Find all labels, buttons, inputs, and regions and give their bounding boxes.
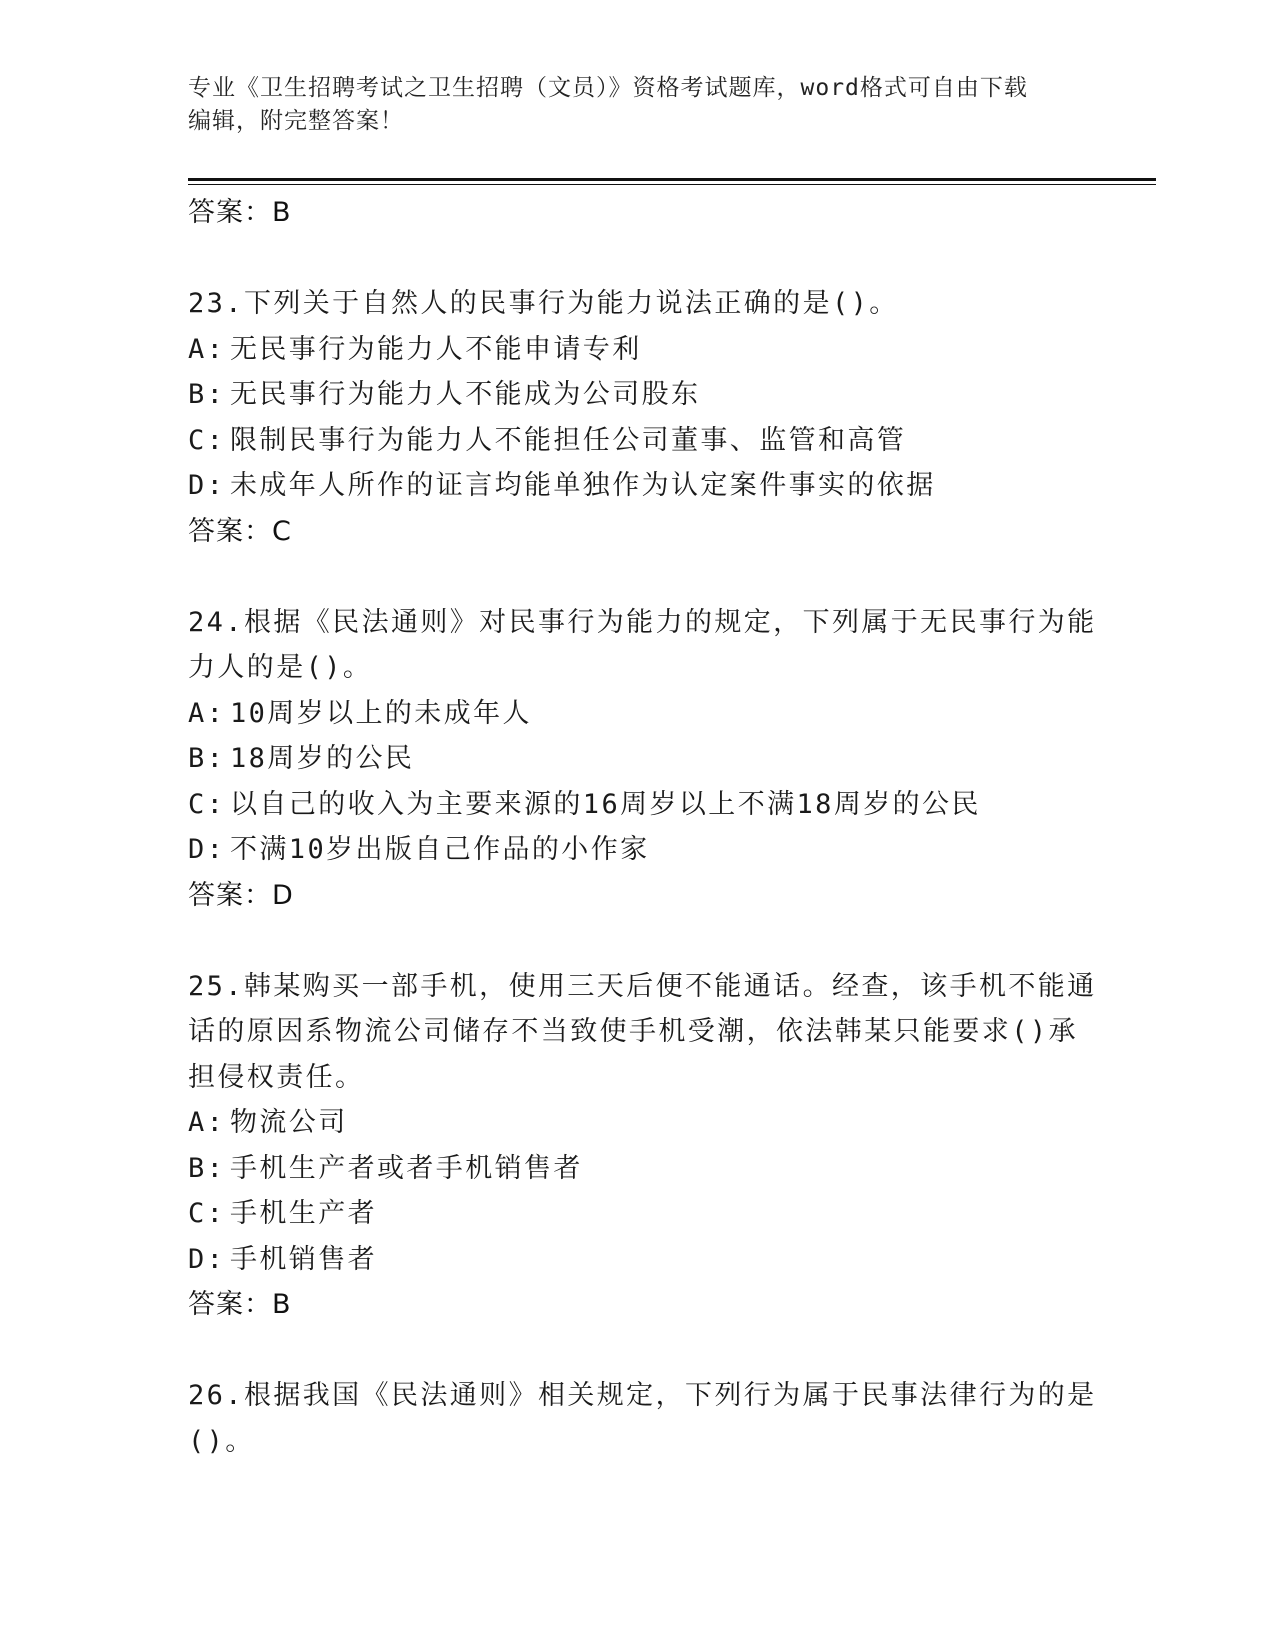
option-a (188, 327, 1088, 373)
option-text: 未成年人所作的证言均能单独作为认定案件事实的依据 (230, 470, 936, 501)
option-letter: A: (188, 333, 226, 365)
option-letter: C: (188, 1198, 226, 1229)
option-text: 限制民事行为能力人不能担任公司董事、监管和高管 (230, 424, 907, 456)
option-a (188, 691, 1088, 737)
option-letter: B: (188, 379, 226, 410)
question-stem (188, 1373, 1097, 1419)
option-c (188, 782, 1088, 828)
option-text: 无民事行为能力人不能成为公司股东 (230, 379, 701, 410)
question-24 (188, 600, 1097, 919)
option-letter: D: (188, 1243, 226, 1275)
option-letter: B: (188, 743, 226, 774)
answer-line (188, 873, 1088, 919)
option-text: 以自己的收入为主要来源的16周岁以上不满18周岁的公民 (230, 788, 981, 820)
option-c (188, 1191, 1088, 1237)
answer-label: 答案： (188, 515, 272, 547)
question-text: 根据我国《民法通则》相关规定，下列行为属于民事法律行为的是 (243, 1380, 1097, 1411)
question-stem (188, 964, 1097, 1010)
question-stem-continued: 担侵权责任。 (188, 1061, 365, 1093)
question-number: 26. (188, 1380, 244, 1411)
option-b (188, 1146, 1088, 1192)
option-text: 手机销售者 (230, 1243, 377, 1275)
spacer (188, 236, 1088, 281)
answer-value: C (272, 515, 292, 547)
option-letter: D: (188, 834, 226, 865)
answer-label: 答案： (188, 1289, 272, 1320)
option-letter: D: (188, 470, 226, 501)
answer-label: 答案： (188, 879, 272, 911)
answer-line-22 (188, 190, 1088, 236)
answer-value: D (272, 879, 294, 911)
answer-line (188, 509, 1088, 555)
option-text: 10周岁以上的未成年人 (230, 697, 532, 729)
option-c (188, 418, 1088, 464)
question-text: 下列关于自然人的民事行为能力说法正确的是()。 (243, 288, 899, 319)
question-23 (188, 281, 1088, 555)
question-stem-continued: 话的原因系物流公司储存不当致使手机受潮，依法韩某只能要求()承 (188, 1016, 1078, 1047)
question-text: 根据《民法通则》对民事行为能力的规定，下列属于无民事行为能 (243, 606, 1097, 638)
question-number: 25. (188, 970, 244, 1002)
option-text: 物流公司 (230, 1107, 348, 1138)
option-d (188, 463, 1088, 509)
question-stem (188, 281, 1088, 327)
spacer (188, 555, 1088, 600)
spacer (188, 1328, 1088, 1373)
header-rule-thick (188, 178, 1156, 181)
option-d (188, 1237, 1088, 1283)
question-26 (188, 1373, 1097, 1464)
document-header (188, 72, 1088, 138)
answer-value: B (272, 1289, 292, 1320)
question-25 (188, 964, 1097, 1329)
question-stem-continued: ()。 (188, 1425, 255, 1457)
option-letter: C: (188, 788, 226, 820)
option-text: 不满10岁出版自己作品的小作家 (230, 834, 650, 865)
option-text: 手机生产者或者手机销售者 (230, 1152, 583, 1184)
option-text: 18周岁的公民 (230, 743, 415, 774)
header-line-1: 专业《卫生招聘考试之卫生招聘（文员）》资格考试题库，word格式可自由下载 (188, 75, 1028, 101)
option-d (188, 827, 1088, 873)
spacer (188, 919, 1088, 964)
question-text: 韩某购买一部手机，使用三天后便不能通话。经查，该手机不能通 (243, 970, 1097, 1002)
option-letter: C: (188, 424, 226, 456)
question-stem-continued: 力人的是()。 (188, 652, 373, 683)
option-letter: B: (188, 1152, 226, 1184)
option-text: 手机生产者 (230, 1198, 377, 1229)
header-line-2: 编辑，附完整答案！ (188, 108, 404, 134)
option-a (188, 1100, 1088, 1146)
option-text: 无民事行为能力人不能申请专利 (230, 333, 642, 365)
answer-value: B (272, 197, 292, 228)
answer-label: 答案： (188, 197, 272, 228)
question-number: 23. (188, 288, 244, 319)
option-letter: A: (188, 697, 226, 729)
answer-line (188, 1282, 1088, 1328)
option-b (188, 736, 1088, 782)
option-letter: A: (188, 1107, 226, 1138)
question-stem (188, 600, 1097, 646)
question-number: 24. (188, 606, 244, 638)
document-body (188, 190, 1097, 1464)
header-rule-thin (188, 184, 1156, 185)
option-b (188, 372, 1088, 418)
